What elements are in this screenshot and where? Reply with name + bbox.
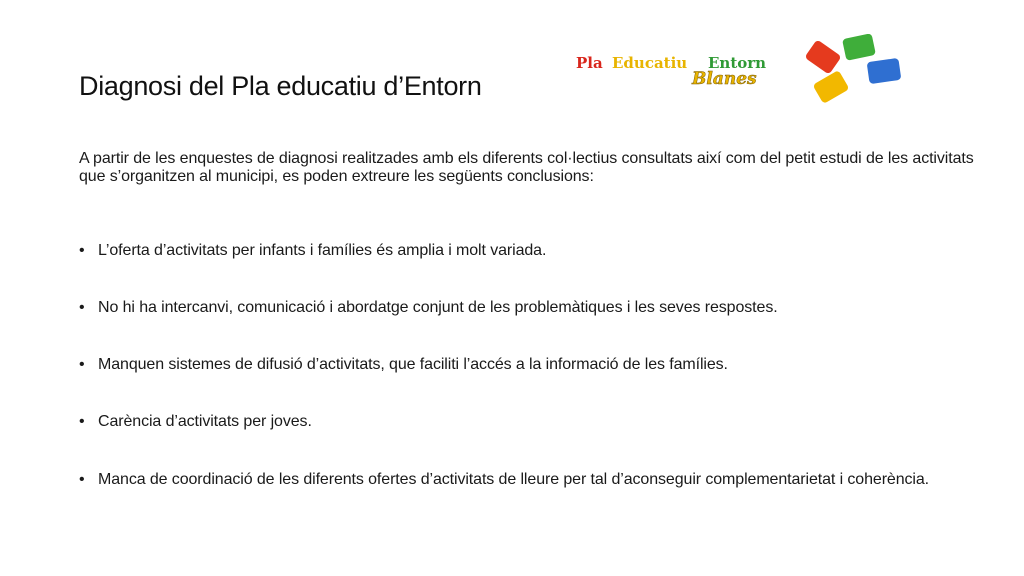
logo-graphic bbox=[576, 34, 912, 106]
logo bbox=[576, 34, 912, 106]
bullet-dot: • bbox=[79, 242, 85, 259]
list-item bbox=[79, 471, 978, 489]
bullet-text: Carència d’activitats per joves. bbox=[98, 413, 312, 430]
list-item bbox=[79, 413, 978, 431]
bullet-text: Manca de coordinació de les diferents ofertes d’activitats de lleure per tal d’aconseguir complementarietat i coherència. bbox=[98, 471, 930, 488]
logo-word-blanes: Blanes bbox=[692, 69, 757, 89]
logo-word-educatiu: Educatiu bbox=[612, 54, 688, 72]
list-item bbox=[79, 242, 978, 260]
logo-word-entorn: Entorn bbox=[708, 54, 767, 72]
slide-title: Diagnosi del Pla educatiu d’Entorn bbox=[79, 71, 482, 101]
bullet-text: Manquen sistemes de difusió d’activitats, que faciliti l’accés a la informació de les famílies. bbox=[98, 356, 728, 373]
bullet-text: No hi ha intercanvi, comunicació i abordatge conjunt de les problemàtiques i les seves respostes. bbox=[98, 299, 778, 316]
list-item bbox=[79, 356, 978, 374]
bullet-text: L’oferta d’activitats per infants i famílies és amplia i molt variada. bbox=[98, 242, 547, 259]
list-item bbox=[79, 299, 978, 317]
bullet-dot: • bbox=[79, 356, 85, 373]
logo-word-pla: Pla bbox=[576, 54, 603, 72]
bullet-dot: • bbox=[79, 299, 85, 316]
logo-tiles-icon bbox=[804, 34, 901, 104]
bullet-dot: • bbox=[79, 471, 85, 488]
intro-paragraph: A partir de les enquestes de diagnosi realitzades amb els diferents col·lectius consultats així com del petit estudi de les activitats que s’organitzen al municipi, es poden extreure les següents conclusions: bbox=[79, 150, 974, 185]
bullet-dot: • bbox=[79, 413, 85, 430]
